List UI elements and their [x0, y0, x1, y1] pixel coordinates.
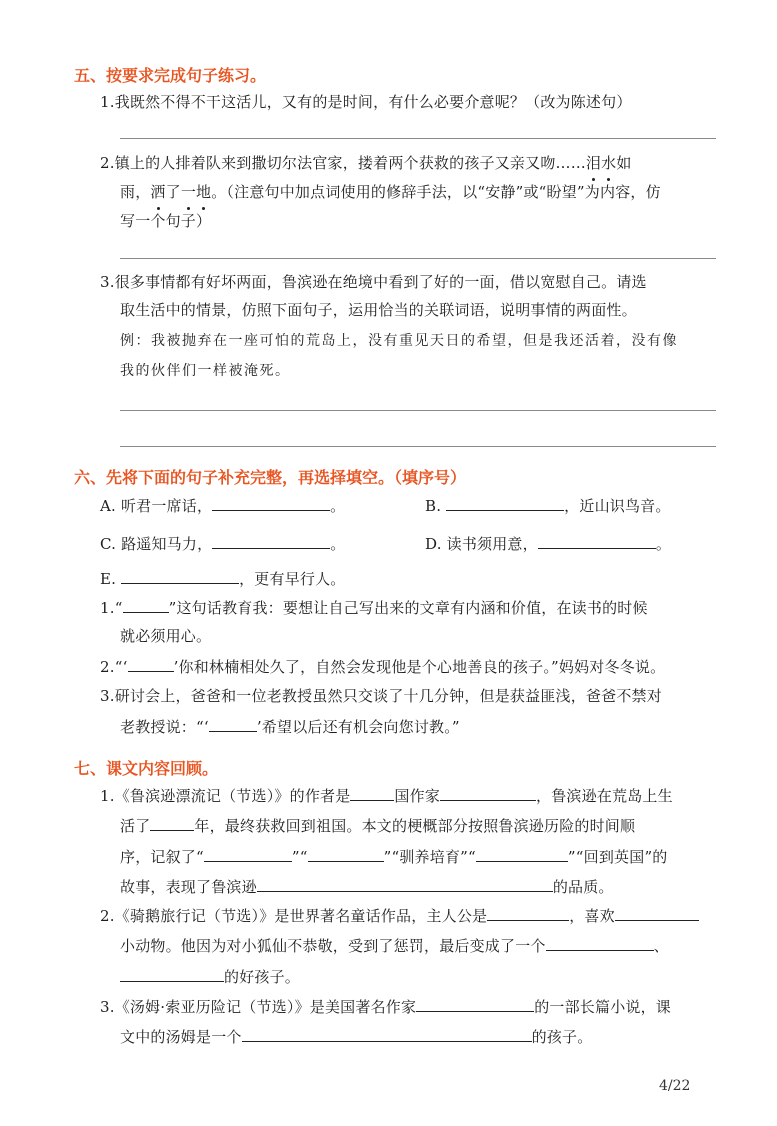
s7-q3-line2: [120, 1026, 592, 1047]
s7-q1-text-j: 故事，表现了鲁滨逊: [120, 878, 257, 896]
s6-q3-open: 老教授说：“‘: [120, 718, 209, 736]
s6-item-e: [100, 568, 346, 589]
s6-q3-line1: 3.研讨会上，爸爸和一位老教授虽然只交谈了十几分钟，但是获益匪浅，爸爸不禁对: [100, 687, 662, 705]
s7-q2-trait-blank-2[interactable]: [120, 966, 224, 982]
s7-q1-text-f: 序，记叙了“: [120, 848, 204, 866]
s6-c-blank[interactable]: [212, 533, 330, 549]
s6-c-end: 。: [330, 535, 346, 553]
s6-b-text: ，近山识鸟音。: [564, 497, 671, 515]
s7-q1-quality-blank[interactable]: [257, 876, 553, 892]
s5-q3-answer-line-2[interactable]: [120, 446, 716, 447]
s7-q1-line2: [120, 815, 635, 836]
s5-q2-instruction: 。（注意句中加点词使用的修辞手法，以“安静”或“盼望”为内容，仿: [211, 183, 661, 201]
s7-q1-event-blank-3[interactable]: [476, 846, 568, 862]
s7-q2-text-a: 2.《骑鹅旅行记（节选）》是世界著名童话作品，主人公是: [100, 907, 488, 925]
s6-d-text: D. 读书须用意，: [425, 535, 538, 553]
s7-q1-country-blank[interactable]: [350, 785, 394, 801]
s6-item-c: [100, 533, 345, 554]
s7-q1-text-d: 活了: [120, 817, 151, 835]
s6-b-label: B.: [425, 497, 442, 515]
s7-q1-line4: [120, 876, 614, 897]
s5-q2-dotted-a: 泪水如: [585, 154, 632, 172]
s6-q2: [100, 656, 665, 677]
s7-q1-text-b: 国作家: [394, 787, 441, 805]
s6-d-end: 。: [655, 535, 672, 553]
s5-q2-line1: [100, 153, 632, 173]
s7-q1-text-g: ”“: [291, 848, 308, 866]
s7-q1-author-blank[interactable]: [440, 785, 536, 801]
s6-item-b: [425, 495, 671, 516]
s5-q3-answer-line-1[interactable]: [120, 410, 716, 411]
s7-q2-text-e: 的好孩子。: [224, 968, 301, 986]
s7-q3-trait-blank[interactable]: [242, 1026, 532, 1042]
s6-q3-blank[interactable]: [209, 716, 257, 732]
s7-q2-line1: [100, 905, 699, 926]
s6-d-blank[interactable]: [538, 533, 656, 549]
s7-q2-trait-blank-1[interactable]: [546, 935, 654, 951]
s6-e-blank[interactable]: [121, 568, 239, 584]
s7-q1-text-h: ”“驯养培育”“: [383, 848, 476, 866]
s7-q2-text-b: ，喜欢: [569, 907, 615, 925]
s5-q3-example-line2: 我的伙伴们一样被淹死。: [120, 363, 291, 379]
s6-q1-text: ”这句话教育我：要想让自己写出来的文章有内涵和价值，在读书的时候: [168, 599, 648, 617]
s7-q3-author-blank[interactable]: [416, 996, 534, 1012]
s5-q3-line2: 取生活中的情景，仿照下面句子，运用恰当的关联词语，说明事情的两面性。: [120, 301, 637, 319]
s7-q1-text-i: ”“回到英国”的: [567, 848, 668, 866]
s7-q1-event-blank-2[interactable]: [308, 846, 384, 862]
s5-q2-line2: [120, 182, 661, 202]
s7-q1-years-blank[interactable]: [150, 815, 194, 831]
s7-q1-line3: [120, 846, 668, 867]
s5-q2-answer-line[interactable]: [120, 258, 716, 259]
s5-q3-example-line1: 例：我被抛弃在一座可怕的荒岛上，没有重见天日的希望，但是我还活着，没有像: [120, 333, 678, 349]
s7-q3-text-d: 的孩子。: [531, 1028, 593, 1046]
s6-q3-text: ’希望以后还有机会向您讨教。”: [256, 718, 460, 736]
s7-q3-text-b: 的一部长篇小说，课: [534, 998, 671, 1016]
s7-q2-line3: [120, 966, 300, 987]
s5-q2-dotted-b: 雨，洒了一地: [120, 183, 212, 201]
s7-q3-text-a: 3.《汤姆·索亚历险记（节选）》是美国著名作家: [100, 998, 417, 1016]
s6-q2-text: ’你和林楠相处久了，自然会发现他是个心地善良的孩子。”妈妈对冬冬说。: [173, 658, 666, 676]
s7-q1-line1: [100, 785, 673, 806]
s7-q1-event-blank-1[interactable]: [204, 846, 292, 862]
page-number: 4/22: [659, 1078, 691, 1094]
s6-q1-line2: 就必须用心。: [120, 627, 212, 645]
s6-q2-open: 2.“‘: [100, 658, 128, 676]
s5-q2-text: 2.镇上的人排着队来到撒切尔法官家，搂着两个获救的孩子又亲又吻……: [100, 154, 586, 172]
s6-b-blank[interactable]: [446, 495, 564, 511]
s7-q3-text-c: 文中的汤姆是一个: [120, 1028, 242, 1046]
s6-a-blank[interactable]: [212, 495, 330, 511]
s7-q2-text-c: 小动物。他因为对小狐仙不恭敬，受到了惩罚，最后变成了一个: [120, 937, 546, 955]
section-7-title: 七、课文内容回顾。: [74, 759, 219, 778]
s7-q2-text-d: 、: [653, 937, 669, 955]
s6-a-text: A. 听君一席话，: [100, 497, 213, 515]
s6-e-text: ，更有早行人。: [239, 570, 346, 588]
s6-q1-blank[interactable]: [123, 597, 169, 613]
s7-q2-hero-blank[interactable]: [487, 905, 569, 921]
s7-q2-likes-blank[interactable]: [615, 905, 699, 921]
section-5-title: 五、按要求完成句子练习。: [74, 66, 267, 85]
s7-q3-line1: [100, 996, 671, 1017]
s7-q1-text-e: 年，最终获救回到祖国。本文的梗概部分按照鲁滨逊历险的时间顺: [194, 817, 636, 835]
s7-q1-text-k: 的品质。: [552, 878, 614, 896]
s5-q1-answer-line[interactable]: [120, 138, 716, 139]
s7-q1-text-a: 1.《鲁滨逊漂流记（节选）》的作者是: [100, 787, 351, 805]
s7-q1-text-c: ，鲁滨逊在荒岛上生: [536, 787, 673, 805]
s6-a-end: 。: [330, 497, 346, 515]
s6-q2-blank[interactable]: [128, 656, 174, 672]
s5-q1: 1.我既然不得不干这活儿，又有的是时间，有什么必要介意呢？（改为陈述句）: [100, 93, 632, 111]
s6-item-d: [425, 533, 671, 554]
s6-item-a: [100, 495, 345, 516]
s6-q3-line2: [120, 716, 460, 737]
section-6-title: 六、先将下面的句子补充完整，再选择填空。（填序号）: [74, 468, 467, 487]
s6-q1-line1: [100, 597, 648, 618]
s6-q1-open: 1.“: [100, 599, 123, 617]
s6-c-text: C. 路遥知马力，: [100, 535, 213, 553]
s5-q3-line1: 3.很多事情都有好坏两面，鲁滨逊在绝境中看到了好的一面，借以宽慰自己。请选: [100, 273, 647, 291]
s5-q2-line3: 写一个句子）: [120, 212, 212, 230]
s7-q2-line2: [120, 935, 669, 956]
s6-e-label: E.: [100, 570, 117, 588]
